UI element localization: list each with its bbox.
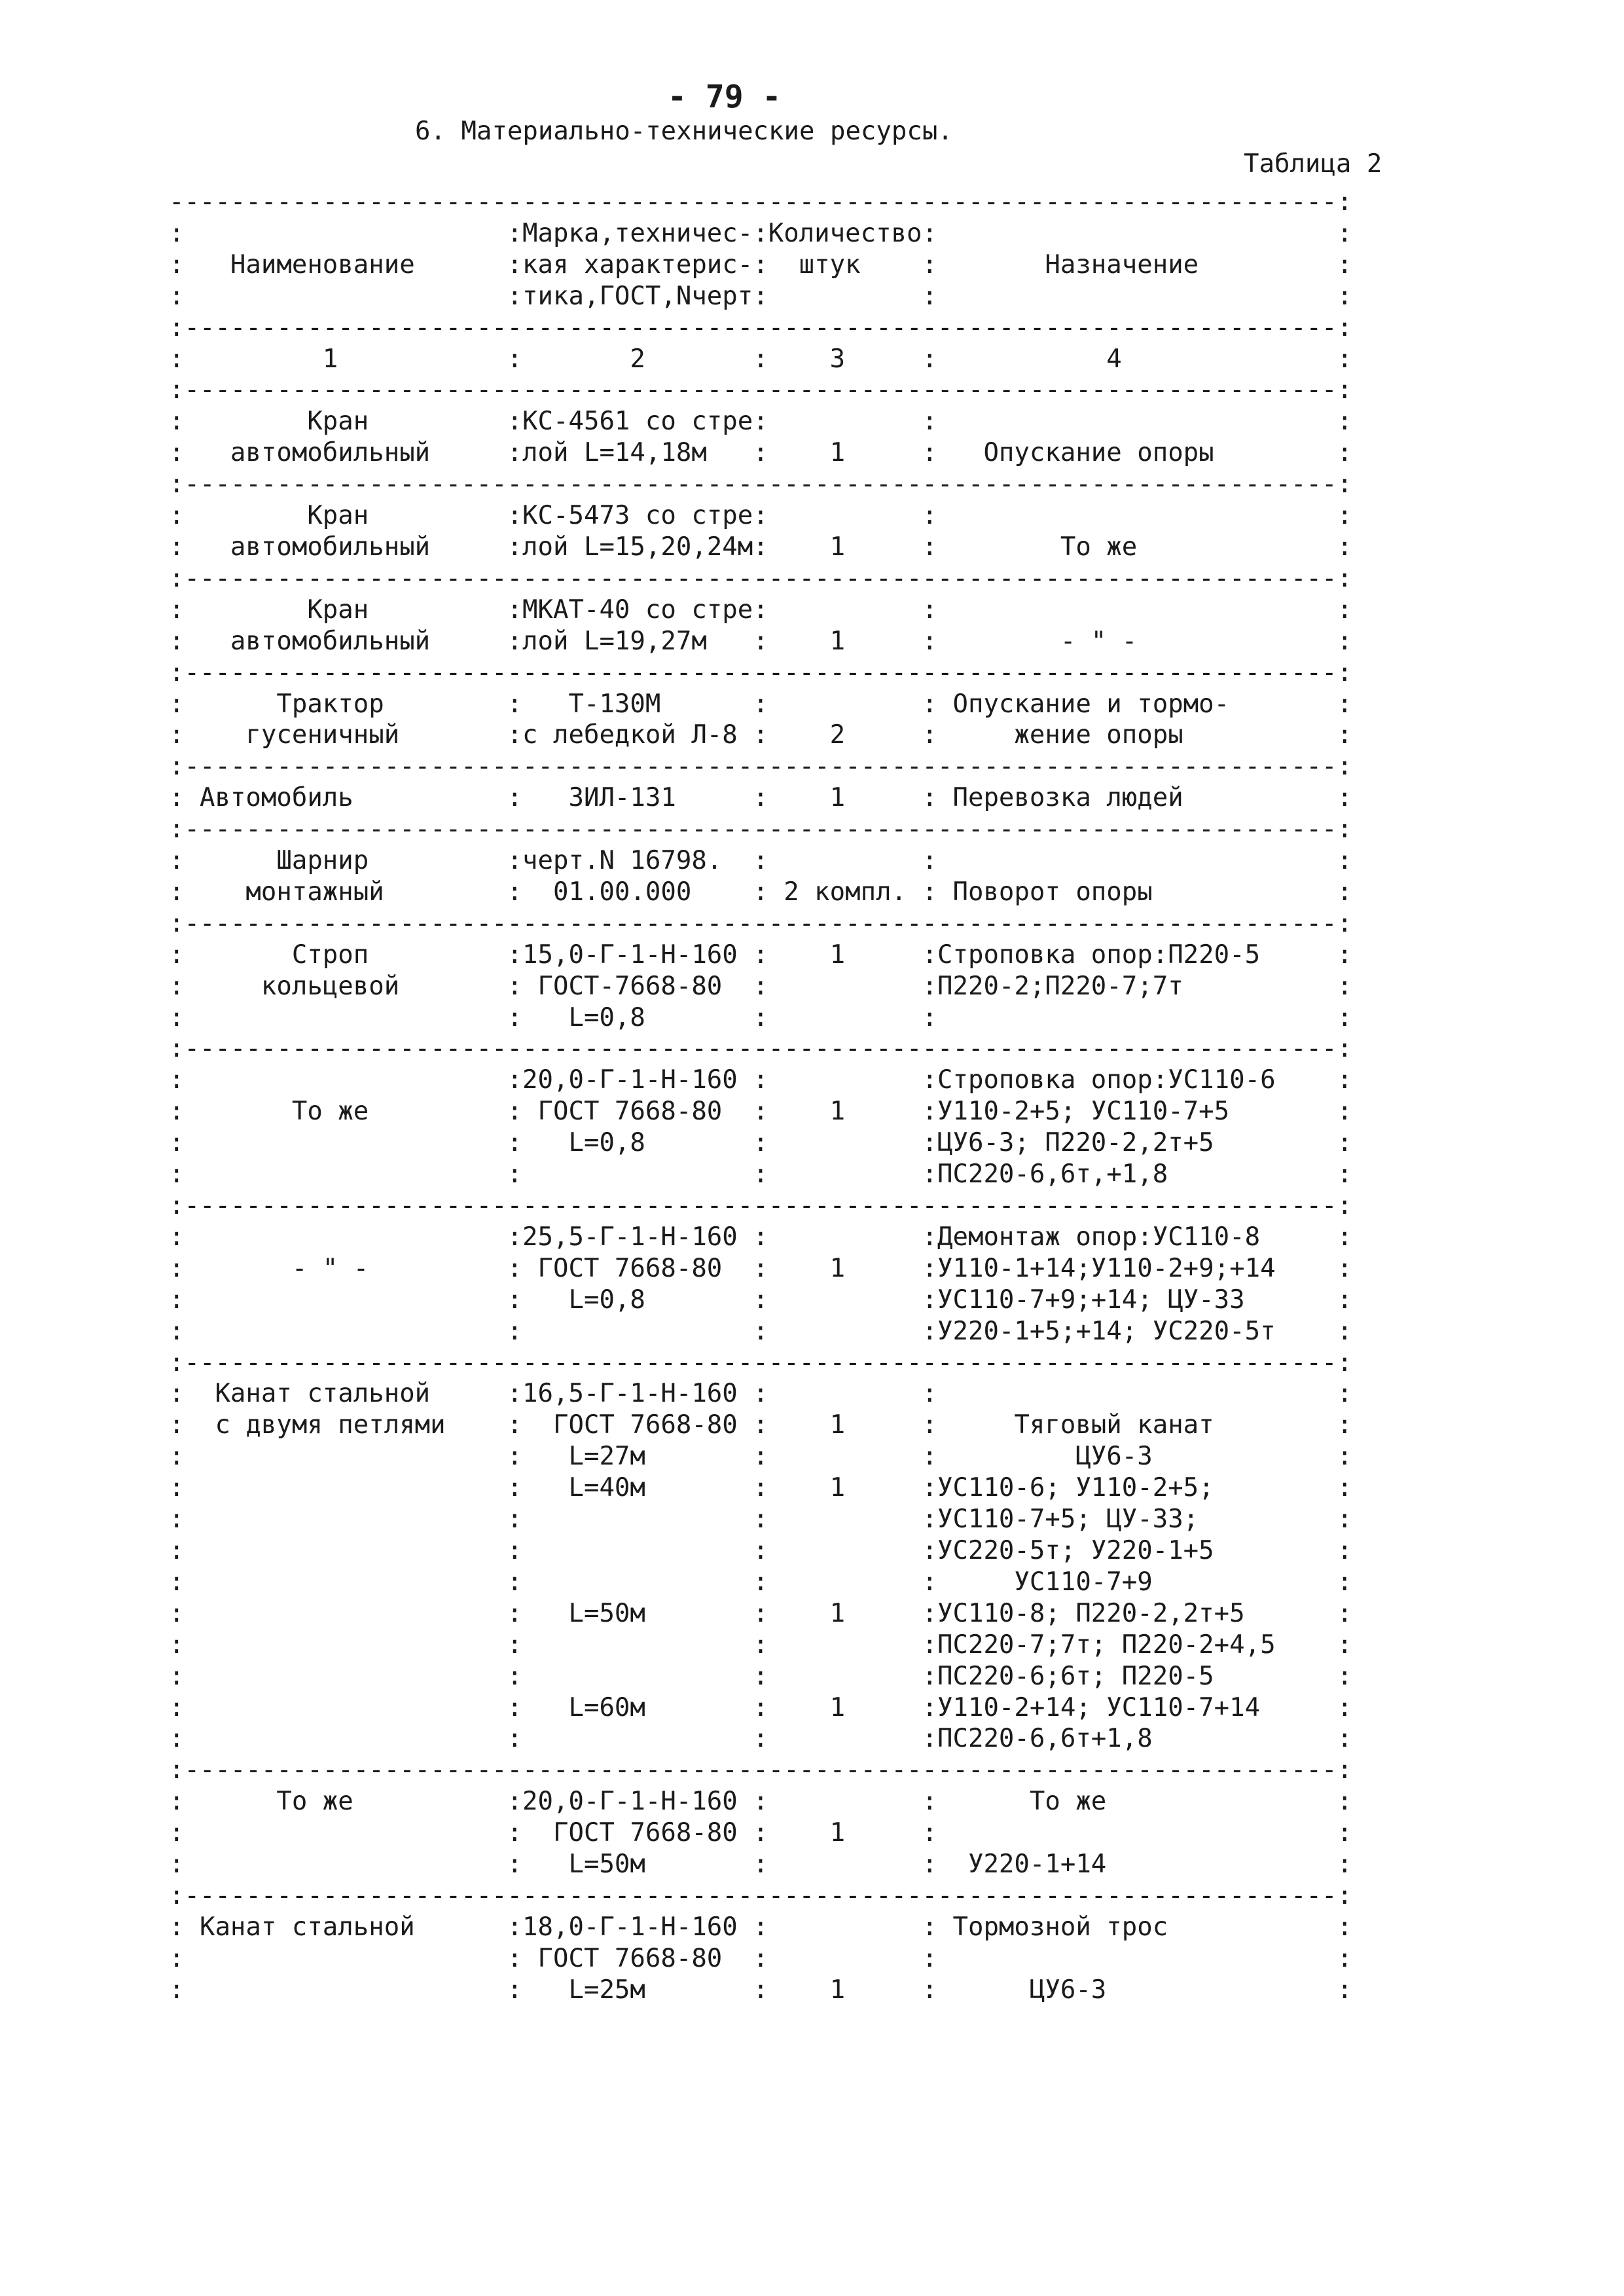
table-rule: :---------------------------------------------------------------------------: bbox=[169, 1191, 1352, 1220]
section-title: 6. Материально-технические ресурсы. bbox=[415, 117, 953, 146]
table-rule: :---------------------------------------------------------------------------: bbox=[169, 312, 1352, 342]
table-line: : : L=50м : : У220-1+14 : bbox=[169, 1850, 1352, 1880]
table-line: : Наименование :кая характерис-: штук : Назначение : bbox=[169, 249, 1352, 280]
table-line: : : L=25м : 1 : ЦУ6-3 : bbox=[169, 1975, 1352, 2005]
table-rule: :---------------------------------------------------------------------------: bbox=[169, 1347, 1352, 1377]
table-rule: :---------------------------------------------------------------------------: bbox=[169, 657, 1352, 687]
table-line: : : L=0,8 : : : bbox=[169, 1002, 1352, 1032]
table-rule: :---------------------------------------------------------------------------: bbox=[169, 1880, 1352, 1910]
table-line: : кольцевой : ГОСТ-7668-80 : :П220-2;П220-7;7т : bbox=[169, 971, 1352, 1001]
table-line: : : : :ПС220-6,6т+1,8 : bbox=[169, 1724, 1352, 1754]
table-line: : : L=0,8 : :УС110-7+9;+14; ЦУ-33 : bbox=[169, 1285, 1352, 1315]
table-line: : : : :УС110-7+5; ЦУ-33; : bbox=[169, 1504, 1352, 1535]
table-line: : Кран :МКАТ-40 со стре: : : bbox=[169, 594, 1352, 625]
table-line: : с двумя петлями : ГОСТ 7668-80 : 1 : Тяговый канат : bbox=[169, 1410, 1352, 1440]
table-rule: :---------------------------------------------------------------------------: bbox=[169, 814, 1352, 845]
table-line: : автомобильный :лой L=19,27м : 1 : - " - : bbox=[169, 626, 1352, 656]
table-line: : : : :УС220-5т; У220-1+5 : bbox=[169, 1535, 1352, 1565]
table-line: : Кран :КС-4561 со стре: : : bbox=[169, 407, 1352, 437]
table-line: : : L=50м : 1 :УС110-8; П220-2,2т+5 : bbox=[169, 1598, 1352, 1628]
resources-table bbox=[169, 187, 1352, 2006]
table-rule: :---------------------------------------------------------------------------: bbox=[169, 563, 1352, 593]
table-line: : - " - : ГОСТ 7668-80 : 1 :У110-1+14;У110-2+9;+14 : bbox=[169, 1253, 1352, 1283]
table-line: : Канат стальной :18,0-Г-1-Н-160 : : Тормозной трос : bbox=[169, 1912, 1352, 1942]
table-rule: :---------------------------------------------------------------------------: bbox=[169, 1755, 1352, 1785]
table-line: : То же : ГОСТ 7668-80 : 1 :У110-2+5; УС110-7+5 : bbox=[169, 1097, 1352, 1127]
table-line: : Трактор : Т-130М : : Опускание и тормо- : bbox=[169, 689, 1352, 719]
table-label: Таблица 2 bbox=[1244, 149, 1382, 179]
table-line: : монтажный : 01.00.000 : 2 компл. : Поворот опоры : bbox=[169, 877, 1352, 907]
table-rule: :---------------------------------------------------------------------------: bbox=[169, 752, 1352, 782]
table-line: : 1 : 2 : 3 : 4 : bbox=[169, 344, 1352, 374]
table-rule: :---------------------------------------------------------------------------: bbox=[169, 908, 1352, 938]
table-line: : Канат стальной :16,5-Г-1-Н-160 : : : bbox=[169, 1379, 1352, 1409]
table-line: : : L=27м : : ЦУ6-3 : bbox=[169, 1442, 1352, 1472]
table-line: : :25,5-Г-1-Н-160 : :Демонтаж опор:УС110-8 : bbox=[169, 1222, 1352, 1252]
table-line: : : : : УС110-7+9 : bbox=[169, 1567, 1352, 1597]
table-line: : :Марка,техничес-:Количество: : bbox=[169, 218, 1352, 248]
table-line: : автомобильный :лой L=15,20,24м: 1 : То же : bbox=[169, 532, 1352, 562]
table-line: : : : :ПС220-6;6т; П220-5 : bbox=[169, 1661, 1352, 1691]
table-rule: ----------------------------------------------------------------------------: bbox=[169, 187, 1352, 217]
table-line: : То же :20,0-Г-1-Н-160 : : То же : bbox=[169, 1787, 1352, 1817]
table-line: : гусеничный :с лебедкой Л-8 : 2 : жение опоры : bbox=[169, 720, 1352, 750]
table-line: : : : :ПС220-7;7т; П220-2+4,5 : bbox=[169, 1630, 1352, 1660]
table-line: : : ГОСТ 7668-80 : 1 : : bbox=[169, 1818, 1352, 1848]
table-line: : Строп :15,0-Г-1-Н-160 : 1 :Строповка опор:П220-5 : bbox=[169, 939, 1352, 970]
table-line: : Кран :КС-5473 со стре: : : bbox=[169, 501, 1352, 531]
table-line: : : ГОСТ 7668-80 : : : bbox=[169, 1943, 1352, 1973]
table-line: : автомобильный :лой L=14,18м : 1 : Опускание опоры : bbox=[169, 438, 1352, 468]
table-rule: :---------------------------------------------------------------------------: bbox=[169, 469, 1352, 500]
table-line: : Шарнир :черт.N 16798. : : : bbox=[169, 846, 1352, 876]
table-line: : :20,0-Г-1-Н-160 : :Строповка опор:УС110-6 : bbox=[169, 1065, 1352, 1095]
table-rule: :---------------------------------------------------------------------------: bbox=[169, 375, 1352, 405]
page-number: - 79 - bbox=[668, 79, 782, 115]
table-line: : : L=0,8 : :ЦУ6-3; П220-2,2т+5 : bbox=[169, 1128, 1352, 1158]
table-line: : Автомобиль : ЗИЛ-131 : 1 : Перевозка людей : bbox=[169, 783, 1352, 813]
table-rule: :---------------------------------------------------------------------------: bbox=[169, 1034, 1352, 1064]
table-line: : : L=40м : 1 :УС110-6; У110-2+5; : bbox=[169, 1473, 1352, 1503]
table-line: : :тика,ГОСТ,Nчерт: : : bbox=[169, 281, 1352, 311]
table-line: : : : :У220-1+5;+14; УС220-5т : bbox=[169, 1316, 1352, 1346]
table-line: : : : :ПС220-6,6т,+1,8 : bbox=[169, 1159, 1352, 1190]
table-line: : : L=60м : 1 :У110-2+14; УС110-7+14 : bbox=[169, 1692, 1352, 1722]
